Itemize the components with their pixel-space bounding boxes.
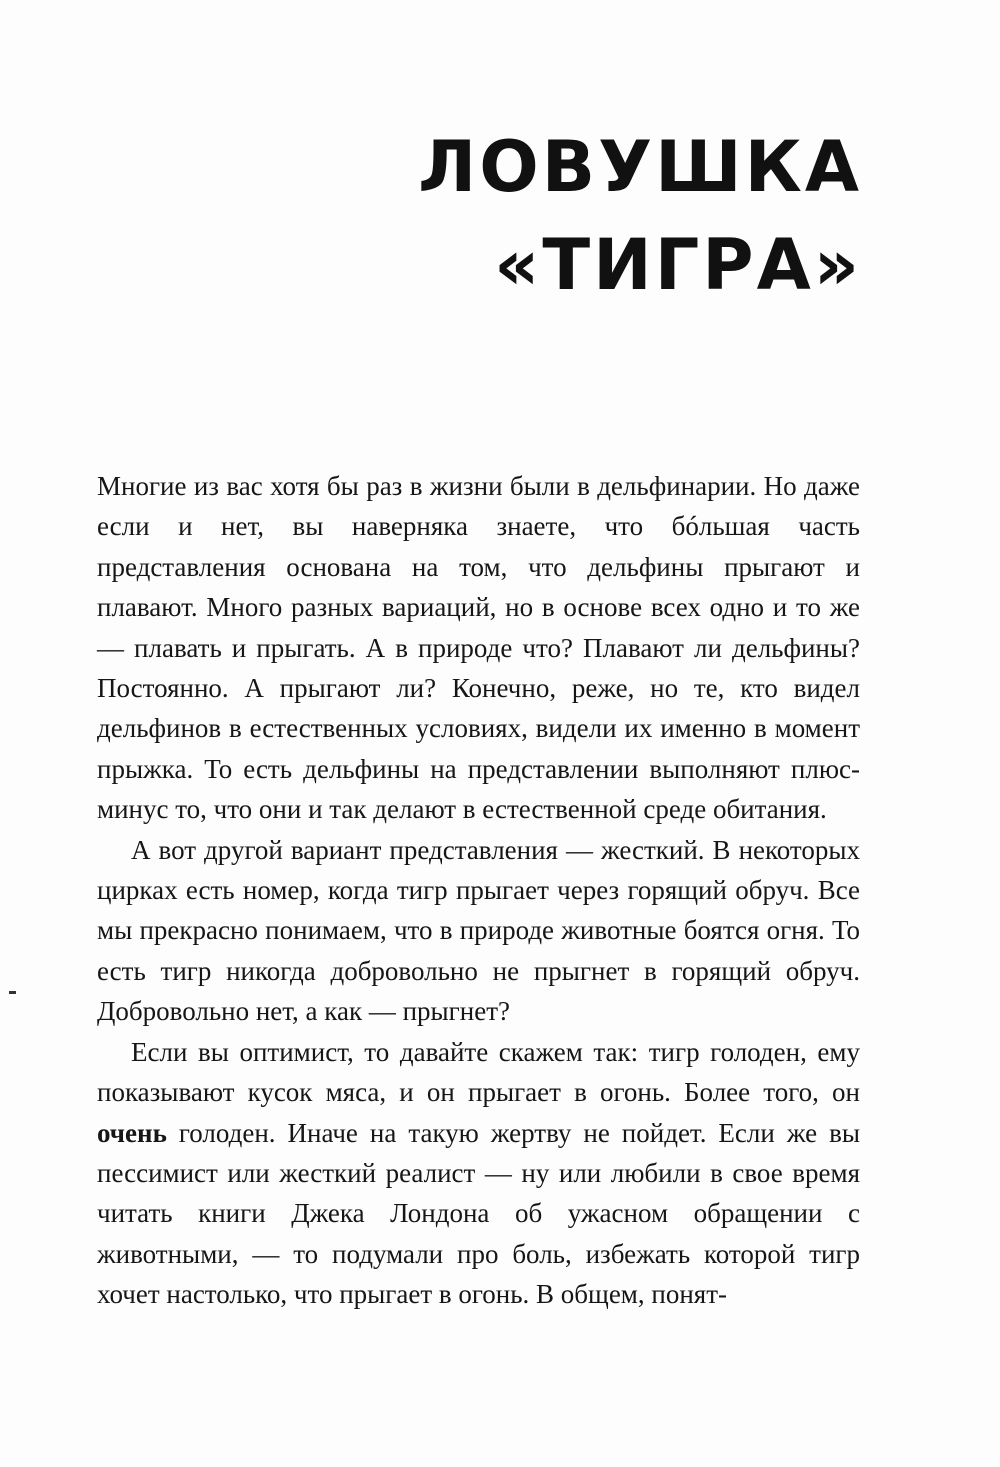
chapter-title-line-1: ЛОВУШКА [418, 126, 862, 208]
chapter-body [97, 466, 860, 1315]
emphasis-word: очень [97, 1117, 167, 1148]
paragraph-1: Многие из вас хотя бы раз в жизни были в дельфинарии. Но даже если и нет, вы наверняка знаете, что бóльшая часть представления основана на том, что дельфины прыгают и плавают. Много разных вариаций, но в основе всех одно и то же — плавать и прыгать. А в природе что? Плавают ли дельфины? Постоянно. А прыгают ли? Конечно, реже, но те, кто видел дельфинов в естественных условиях, видели их именно в момент прыжка. То есть дельфины на представлении выполняют плюс-минус то, что они и так делают в естественной среде обитания. [97, 471, 860, 825]
scan-margin-mark [9, 991, 16, 994]
chapter-title [418, 118, 862, 314]
paragraph-3-text-end: голоден. Иначе на такую жертву не пойдет. Если же вы пессимист или жесткий реалист — ну или любили в свое время читать книги Джека Лондона об ужасном обращении с животными, — то подумали про боль, избежать которой тигр хочет настолько, что прыгает в огонь. В общем, понят- [97, 1117, 860, 1310]
paragraph-3-text-start: Если вы оптимист, то давайте скажем так: тигр голоден, ему показывают кусок мяса, и он прыгает в огонь. Более того, он [97, 1036, 860, 1108]
paragraph-3 [97, 1032, 860, 1315]
paragraph-2: А вот другой вариант представления — жесткий. В некоторых цирках есть номер, когда тигр прыгает через горящий обруч. Все мы прекрасно понимаем, что в природе животные боятся огня. То есть тигр никогда добровольно не прыгнет в горящий обруч. Добровольно нет, а как — прыгнет? [97, 834, 860, 1027]
chapter-title-line-2: «ТИГРА» [494, 224, 862, 306]
